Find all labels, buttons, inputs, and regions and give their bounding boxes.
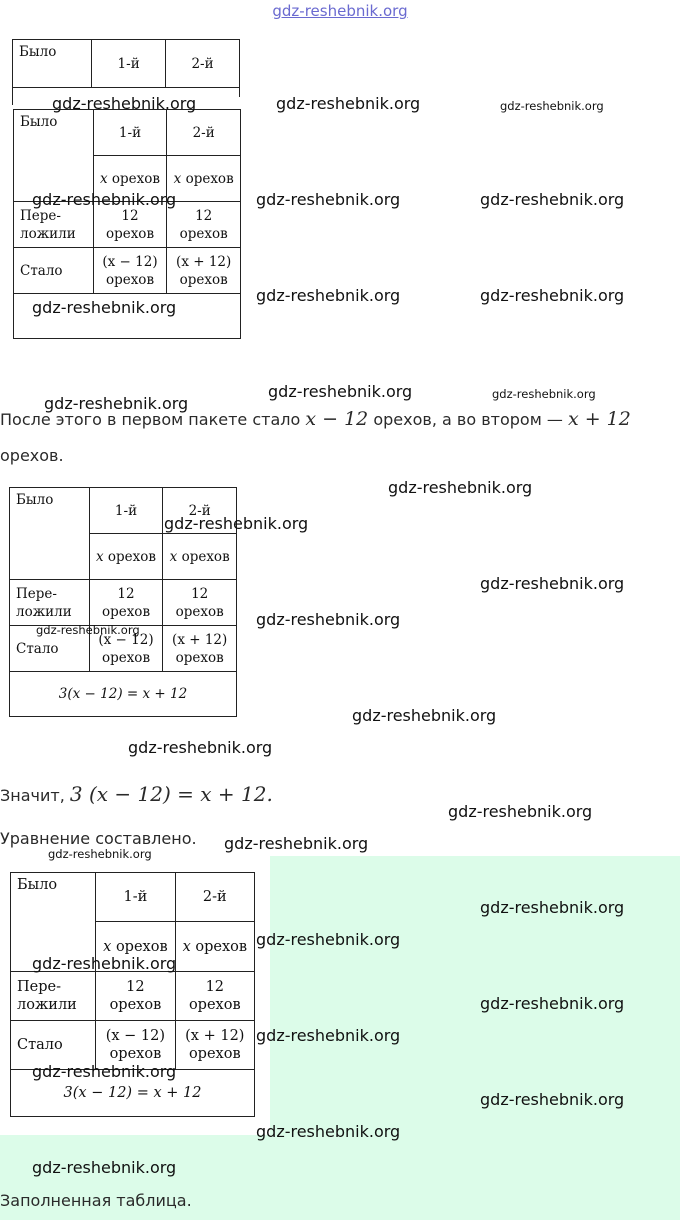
watermark: gdz-reshebnik.org [48,847,152,861]
cell-bylo: Было [14,110,94,202]
table-partial-edge [239,87,240,97]
cell-col1: 1-й [89,488,163,534]
cell-result-col2: (x + 12) орехов [163,626,237,672]
cell-stalo: Стало [14,248,94,294]
cell-result-col1: (x − 12) орехов [93,248,167,294]
watermark: gdz-reshebnik.org [256,1026,401,1045]
cell-moved-col2: 12 орехов [175,972,254,1021]
cell-pereloz: Пере- ложили [11,972,96,1021]
watermark: gdz-reshebnik.org [448,802,593,821]
cell-moved-col1: 12 орехов [93,202,167,248]
watermark: gdz-reshebnik.org [52,94,197,113]
watermark: gdz-reshebnik.org [388,478,533,497]
watermark: gdz-reshebnik.org [480,286,625,305]
watermark: gdz-reshebnik.org [268,382,413,401]
cell-col2: 2-й [166,40,240,88]
cell-bylo: Было [11,873,96,972]
cell-x-col1: x орехов [96,922,175,972]
cell-x-col1: x орехов [93,156,167,202]
watermark: gdz-reshebnik.org [256,610,401,629]
watermark: gdz-reshebnik.org [32,1062,177,1081]
watermark: gdz-reshebnik.org [128,738,273,757]
table-filled-caption: Заполненная таблица. [0,1191,192,1210]
table-partial-left-edge [12,87,13,105]
cell-result-col1: (x − 12) орехов [89,626,163,672]
paragraph-after-line2: орехов. [0,446,64,465]
cell-result-col1: (x − 12) орехов [96,1021,175,1070]
watermark: gdz-reshebnik.org [480,574,625,593]
cell-moved-col1: 12 орехов [96,972,175,1021]
watermark: gdz-reshebnik.org [164,514,309,533]
cell-moved-col2: 12 орехов [167,202,241,248]
watermark: gdz-reshebnik.org [492,387,596,401]
watermark: gdz-reshebnik.org [32,298,177,317]
cell-result-col2: (x + 12) орехов [167,248,241,294]
cell-x-col1: x орехов [89,534,163,580]
cell-x-col2: x орехов [167,156,241,202]
watermark: gdz-reshebnik.org [32,190,177,209]
equation-done-text: Уравнение составлено. [0,829,197,848]
cell-x-col2: x орехов [175,922,254,972]
cell-col1: 1-й [93,110,167,156]
cell-moved-col1: 12 орехов [89,580,163,626]
cell-pereloz: Пере- ложили [10,580,90,626]
watermark: gdz-reshebnik.org [480,1090,625,1109]
watermark: gdz-reshebnik.org [256,286,401,305]
watermark: gdz-reshebnik.org [32,954,177,973]
watermark: gdz-reshebnik.org [480,190,625,209]
cell-x-col2: x орехов [163,534,237,580]
cell-bylo: Было [13,40,92,88]
cell-bylo: Было [10,488,90,580]
cell-result-col2: (x + 12) орехов [175,1021,254,1070]
cell-col1: 1-й [96,873,175,922]
watermark: gdz-reshebnik.org [480,898,625,917]
watermark: gdz-reshebnik.org [500,99,604,113]
cell-stalo: Стало [10,626,90,672]
cell-col1: 1-й [92,40,166,88]
cell-stalo: Стало [11,1021,96,1070]
watermark: gdz-reshebnik.org [32,1158,177,1177]
cell-equation: 3(x − 12) = x + 12 [11,1070,255,1117]
paragraph-after: После этого в первом пакете стало x − 12 орехов, а во втором — x + 12 [0,408,631,430]
cell-col2: 2-й [175,873,254,922]
watermark: gdz-reshebnik.org [36,623,140,637]
watermark: gdz-reshebnik.org [256,930,401,949]
watermark: gdz-reshebnik.org [480,994,625,1013]
watermark: gdz-reshebnik.org [256,190,401,209]
watermark: gdz-reshebnik.org [276,94,421,113]
znachit-line: Значит, 3 (x − 12) = x + 12. [0,782,273,806]
site-link[interactable]: gdz-reshebnik.org [272,2,408,20]
watermark: gdz-reshebnik.org [352,706,497,725]
cell-equation: 3(x − 12) = x + 12 [10,672,237,717]
cell-col2: 2-й [167,110,241,156]
watermark: gdz-reshebnik.org [224,834,369,853]
table-partial [12,39,240,88]
watermark: gdz-reshebnik.org [256,1122,401,1141]
cell-moved-col2: 12 орехов [163,580,237,626]
cell-col2: 2-й [163,488,237,534]
watermark: gdz-reshebnik.org [44,394,189,413]
cell-pereloz: Пере- ложили [14,202,94,248]
